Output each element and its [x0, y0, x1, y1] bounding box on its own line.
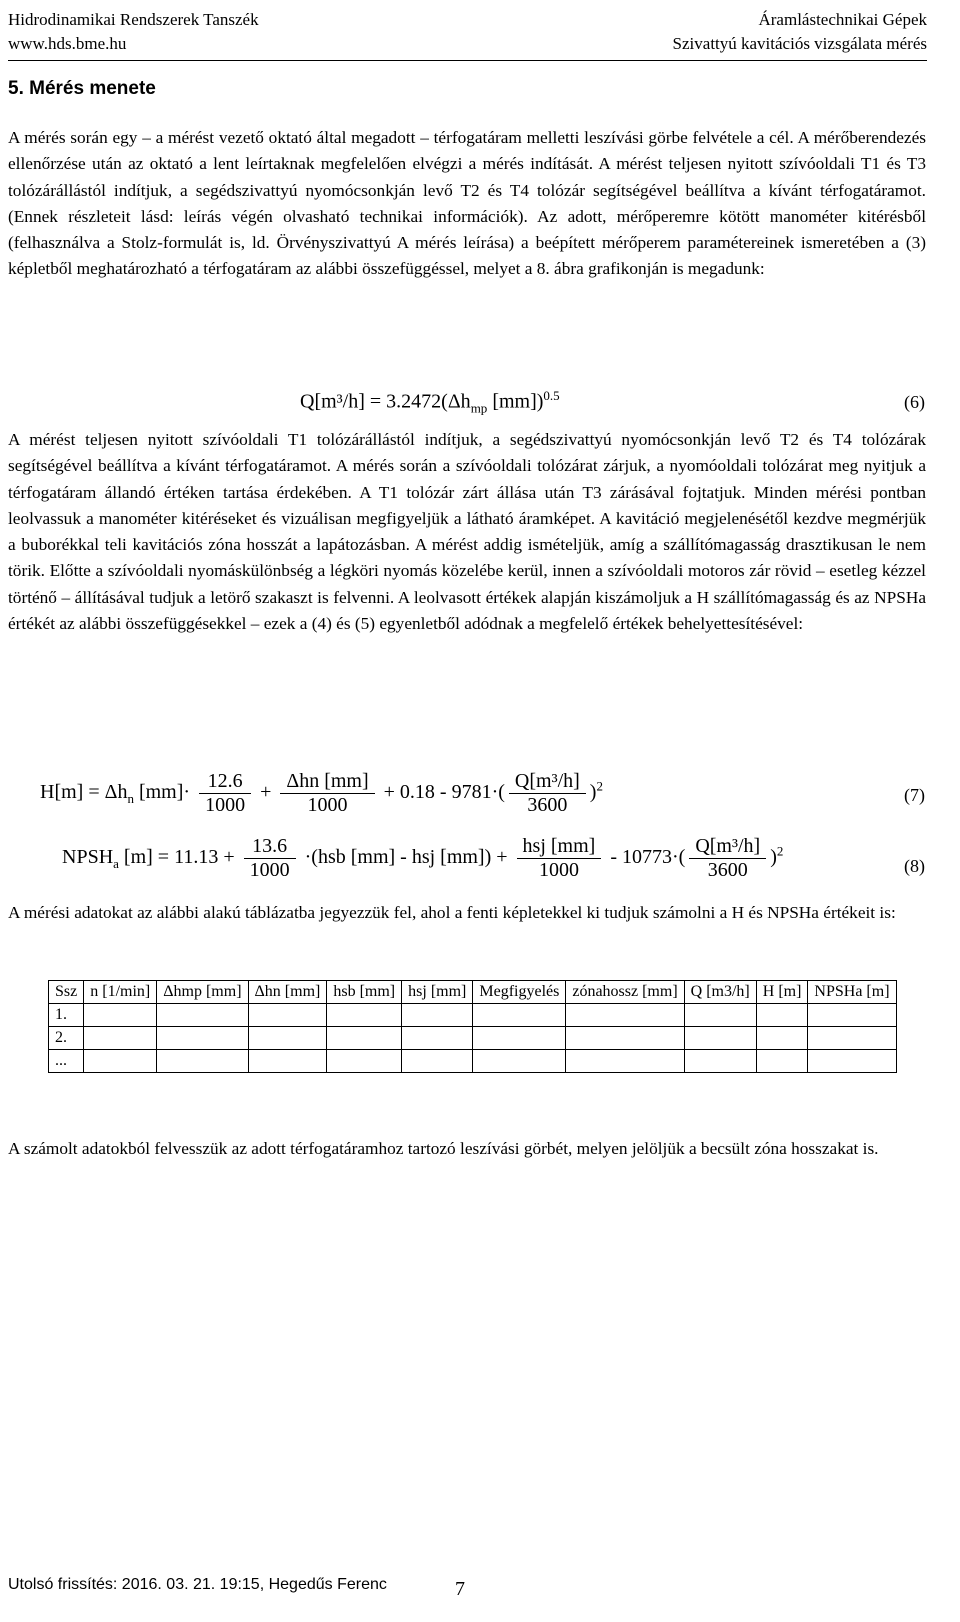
eq8-middle-1: ·(hsb [mm] - hsj [mm]) +: [304, 846, 513, 869]
section-title: 5. Mérés menete: [8, 78, 156, 99]
header-experiment-title: Szivattyú kavitációs vizsgálata mérés: [672, 34, 927, 53]
table-cell: 1.: [49, 1004, 84, 1027]
eq8-fraction-3: $\frac{\text{Q[m³/h]}}{3600}$: [689, 835, 766, 882]
table-header-cell: zónahossz [mm]: [566, 981, 684, 1004]
eq6-sub: mp: [470, 400, 488, 416]
table-row: [49, 1004, 897, 1027]
paragraph-conclusion: A számolt adatokból felvesszük az adott térfogatáramhoz tartozó leszívási görbét, melyen jelöljük a becsült zóna hosszakat is.: [8, 1139, 879, 1158]
header-website: www.hds.bme.hu: [8, 34, 127, 53]
eq7-fraction-3: $\frac{\text{Q[m³/h]}}{3600}$: [509, 770, 586, 817]
eq8-fraction-1: $\frac{13.6}{1000}$: [244, 835, 296, 882]
eq8-lhs-sub: a: [113, 856, 119, 872]
table-row: [49, 1050, 897, 1073]
page-header: [8, 8, 927, 56]
eq7-fraction-2: $\frac{\text{Δhn [mm]}}{1000}$: [280, 770, 374, 817]
table-cell: 2.: [49, 1027, 84, 1050]
table-header-cell: NPSHa [m]: [808, 981, 896, 1004]
table-header-cell: Ssz: [49, 981, 84, 1004]
table-header-cell: hsb [mm]: [327, 981, 402, 1004]
eq7-plus: +: [260, 781, 277, 804]
header-course: Áramlástechnikai Gépek: [758, 10, 927, 29]
eq8-exp: 2: [776, 843, 784, 859]
eq8-fraction-2: $\frac{\text{hsj [mm]}}{1000}$: [517, 835, 602, 882]
measurement-table: [48, 980, 897, 1073]
table-header-cell: n [1/min]: [84, 981, 157, 1004]
eq6-lhs: Q[m³/h] = 3.2472(Δh: [300, 390, 471, 413]
eq8-lhs: NPSH: [62, 846, 114, 869]
table-header-cell: hsj [mm]: [402, 981, 473, 1004]
eq7-exp: 2: [596, 778, 603, 794]
equation-8-number: (8): [904, 856, 925, 876]
paragraph-table-intro: A mérési adatokat az alábbi alakú táblázatba jegyezzük fel, ahol a fenti képletekkel ki tudjuk számolni a H és NPSHa értékeit is:: [8, 903, 896, 922]
eq7-lhs-sub: n: [127, 791, 134, 807]
eq8-lhs-rest: [m] = 11.13 +: [118, 846, 240, 869]
eq7-lhs-rest: [mm]·: [133, 781, 191, 804]
footer-last-updated: Utolsó frissítés: 2016. 03. 21. 19:15, Hegedűs Ferenc: [8, 1576, 387, 1593]
eq6-rhs: [mm]): [487, 390, 544, 413]
eq7-fraction-1: $\frac{12.6}{1000}$: [199, 770, 251, 817]
table-header-cell: Q [m3/h]: [684, 981, 756, 1004]
eq7-middle: + 0.18 - 9781·: [383, 781, 499, 804]
table-row: [49, 1027, 897, 1050]
table-header-cell: H [m]: [756, 981, 808, 1004]
table-cell: ...: [49, 1050, 84, 1073]
equation-8: $NPSH_a$ [m] = 11.13 + $\frac{13.6}{1000}$ ·(hsb [mm] - hsj [mm]) + $\frac{\text{hsj [mm]}}{1000}$ - 10773·( $\frac{\text{Q[m³/h]}}{3600}$ )$^2$: [62, 835, 784, 881]
eq8-middle-2: - 10773·: [610, 846, 679, 869]
eq6-exp: 0.5: [543, 388, 560, 403]
table-header-cell: Δhmp [mm]: [157, 981, 248, 1004]
table-header-row: [49, 981, 897, 1004]
equation-7: $H[m] = \Delta h_n$ [mm]· $\frac{12.6}{1000}$ + $\frac{\text{Δhn [mm]}}{1000}$ + 0.18 - 9781·( $\frac{\text{Q[m³/h]}}{3600}$ )$^2$: [40, 770, 603, 816]
equation-7-number: (7): [904, 785, 925, 805]
table-header-cell: Δhn [mm]: [248, 981, 327, 1004]
paragraph-intro: A mérés során egy – a mérést vezető oktató által megadott – térfogatáram melletti leszívási görbe felvétele a cél. A mérőberendezés ellenőrzése után az oktató a lent leírtaknak megfelelően elvégzi a mérés indítását. A mérést teljesen nyitott szívóoldali T1 és T3 tolózárállástól indítjuk, a segédszivattyú nyomócsonkján levő T2 és T4 tolózár segítségével beállítva a kívánt térfogatáramot. (Ennek részleteit lásd: leírás végén olvasható technikai információk). Az adott, mérőperemre kötött manométer kitérésből (felhasználva a Stolz-formulát is, ld. Örvényszivattyú A mérés leírása) a beépített mérőperem paramétereinek ismeretében a (3) képletből meghatározható a térfogatáram az alábbi összefüggéssel, melyet a 8. ábra grafikonján is megadunk:: [8, 128, 926, 279]
eq7-lhs: H[m] = Δh: [40, 781, 128, 804]
paragraph-procedure: A mérést teljesen nyitott szívóoldali T1 tolózárállástól indítjuk, a segédszivattyú nyomócsonkján levő T2 és T4 tolózárak segítségével beállítva a kívánt térfogatáramot. A mérés során a szívóoldali tolózárat zárjuk, a nyomóoldali tolózárat meg nyitjuk a térfogatáram állandó értéken tartása érdekében. A T1 tolózár zárt állása után T3 zárásával fojtatjuk. Minden mérési pontban leolvassuk a manométer kitéréseket és vizuálisan megfigyeljük a látható áramképet. A kavitáció megjelenésétől kezdve megmérjük a buborékkal teli kavitációs zóna hosszát a lapátozásban. A mérést addig ismételjük, amíg a szállítómagasság drasztikusan le nem törik. Előtte a szívóoldali nyomáskülönbség a légköri nyomás közelébe kerül, innen a szívóoldali motoros zár rövid – esetleg kézzel történő – állításával tudjuk a letörő szakaszt is felvenni. A leolvasott értékek alapján kiszámoljuk a H szállítómagasság és az NPSHa értékét az alábbi összefüggésekkel – ezek a (4) és (5) egyenletből adódnak a megfelelő értékek behelyettesítésével:: [8, 430, 926, 634]
table-header-cell: Megfigyelés: [473, 981, 566, 1004]
header-divider: [8, 60, 927, 61]
equation-6: [300, 388, 560, 417]
header-department: Hidrodinamikai Rendszerek Tanszék: [8, 10, 259, 29]
page-number: 7: [455, 1578, 465, 1600]
equation-6-number: (6): [904, 392, 925, 412]
